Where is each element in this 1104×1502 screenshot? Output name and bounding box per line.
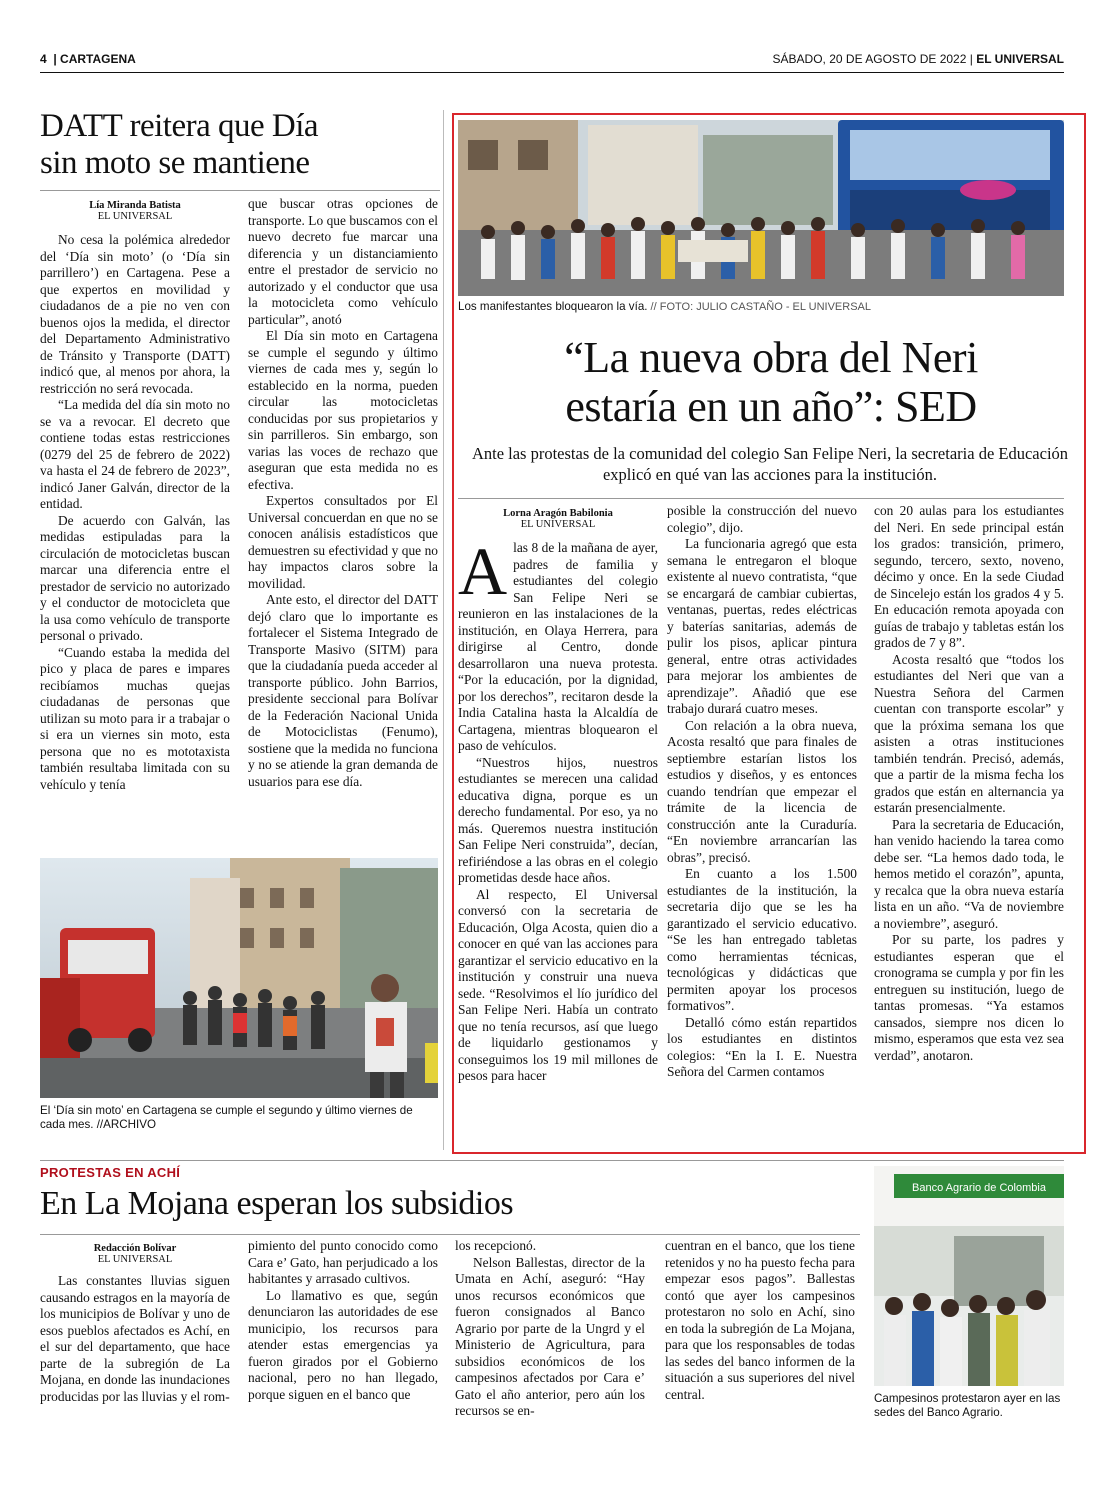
story3-photo: [874, 1166, 1064, 1386]
story2-lead-text: las 8 de la mañana de ayer, padres de familia y estudiantes del colegio San Felipe Neri se reunieron en las instalaciones de la institución, en Olaya Herrera, para dirigirse al Centro, donde desarrollaron una nueva protesta. “Por la educación, por la dignidad, por los derechos”, recitaron desde la India Catalina hasta la Alcaldía de Cartagena, mientras bloquearon el paso de vehículos.: [458, 540, 658, 753]
story2-byline: [458, 508, 658, 530]
story3-column-4: [665, 1238, 855, 1403]
story1-paragraph: “Cuando estaba la medida del pico y placa de pares e impares recibíamos muchas quejas ciudadanas de personas que utilizan su moto para ir a trabajar o si era un viernes sin moto, esta persona que no es mototaxista también resultaba limitada con su vehículo y tenía: [40, 644, 230, 792]
story2-byline-rule: [458, 498, 1064, 499]
story1-paragraph: que buscar otras opciones de transporte. Lo que buscamos con el nuevo decreto fue marcar una diferencia y un distanciamiento entre el prestador de servicio no autorizado y el conductor que usa la motocicleta como vehículo particular”, anotó: [248, 196, 438, 327]
story2-outlet: EL UNIVERSAL: [520, 519, 596, 530]
story3-column-3: [455, 1238, 645, 1420]
story1-caption: El ‘Día sin moto’ en Cartagena se cumple el segundo y último viernes de cada mes. //ARCHIVO: [40, 1104, 413, 1131]
story2-paragraph: La funcionaria agregó que esta semana le entregaron el bloque existente al nuevo contratista, “que se encargará de cambiar cubiertas, ventanas, puertas, redes eléctricas y baterías sanitarias, además de pulir los pisos, aplicar pintura general, entre otras actividades para mejorar los ambientes de aprendizaje”. Añadió que ese trabajo durará cuatro meses.: [667, 536, 857, 716]
story2-deck: Ante las protestas de la comunidad del colegio San Felipe Neri, la secretaria de Educación explicó en qué van las acciones para la institución.: [471, 444, 1069, 484]
story1-paragraph: “La medida del día sin moto no se va a revocar. El decreto que contiene todas estas restricciones (0279 del 25 de febrero de 2022) va hasta el 24 de febrero de 2023”, indicó Janer Galván, director de la entidad.: [40, 397, 230, 511]
story1-paragraph: No cesa la polémica alrededor del ‘Día sin moto’ (o ‘Día sin parrillero’) en Cartagena. Pese a que expertos en movilidad y ciudadanos de a pie no ven con buenos ojos la medida, el director del Departamento Administrativo de Tránsito y Transporte (DATT) indicó que, al menos por ahora, la restricción no será revocada.: [40, 232, 230, 396]
story3-paragraph: Nelson Ballestas, director de la Umata en Achí, aseguró: “Hay unos recursos económicos que fueron consignados al Banco Agrario por parte de la Ungrd y el Ministerio de Agricultura, para subsidios económicos de los campesinos afectados por Cara e’ Gato el año anterior, pero aún los recursos se en-: [455, 1254, 645, 1418]
story3-paragraph: Lo llamativo es que, según denunciaron las autoridades de ese municipio, los recursos para atender estas emergencias ya fueron girados por el Gobierno nacional, pero no han llegado, porque siguen en el banco que: [248, 1287, 438, 1402]
story2-author: Lorna Aragón Babilonia: [503, 508, 613, 519]
story1-paragraph: Ante esto, el director del DATT dejó claro que lo importante es fortalecer el Sistema Integrado de Transporte Masivo (SITM) para que la ciudadanía pueda acceder al transporte público. John Barrios, presidente seccional para Bolívar de la Federación Nacional Unida de Motociclistas (Fenumo), sostiene que la medida no funciona y no se atiende la gran demanda de usuarios para ese día.: [248, 592, 438, 789]
issue-date: SÁBADO, 20 DE AGOSTO DE 2022: [772, 52, 967, 66]
story3-paragraph: Las constantes lluvias siguen causando estragos en la mayoría de los municipios de Bolívar y uno de esos pueblos afectados es Achí, en el sur del departamento, que hace parte de la subregión de La Mojana, en donde las inundaciones producidas por las lluvias y el rom-: [40, 1273, 230, 1404]
story2-dropcap: A: [458, 533, 508, 609]
story1-paragraph: Expertos consultados por El Universal concuerdan en que no se conocen análisis estadísticos que demuestren su efectividad y que no hay impactos claros sobre la movilidad.: [248, 493, 438, 591]
story2-paragraph: “Nuestros hijos, nuestros estudiantes se merecen una calidad educativa digna, porque es un derecho fundamental. Por eso, ya no más. Queremos nuestra institución San Felipe Neri construida”, decían, refiriéndose a las obras en el colegio prometidas desde hace años.: [458, 754, 658, 885]
running-head: 4 | CARTAGENA SÁBADO, 20 DE AGOSTO DE 2022 | EL UNIVERSAL: [40, 52, 1064, 66]
street-crowd-image: [40, 858, 438, 1098]
story2-caption-text: Los manifestantes bloquearon la vía.: [458, 300, 648, 313]
story1-column-2: [248, 196, 438, 790]
masthead-name: EL UNIVERSAL: [976, 52, 1064, 66]
story2-photo: [458, 120, 1064, 296]
header-rule: [40, 72, 1064, 73]
story2-paragraph: Al respecto, El Universal conversó con la secretaria de Educación, Olga Acosta, quien dio a conocer en qué van las acciones para garantizar el servicio educativo en la institución y construir una nueva sede. “Resolvimos el lío jurídico del San Felipe Neri. Había un contrato que no tenía recursos, así que luego de liquidarlo gestionamos y conseguimos los 19 mil millones de pesos para hacer: [458, 886, 658, 1083]
story2-column-3: [874, 503, 1064, 1064]
page-number: 4: [40, 52, 47, 66]
protest-crowd-image: [458, 120, 1064, 296]
story1-headline-line1: DATT reitera que Día: [40, 108, 319, 144]
story2-column-1: [458, 533, 658, 1085]
story2-paragraph: En cuanto a los 1.500 estudiantes de la institución, la secretaria dijo que se les ha garantizado el servicio educativo. “Se les han entregado tabletas como herramientas técnicas, tecnológicas y didácticas que permiten apoyar los procesos formativos”.: [667, 866, 857, 1013]
story3-paragraph: los recepcionó.: [455, 1238, 537, 1253]
story1-photo: [40, 858, 438, 1098]
story3-paragraph: cuentran en el banco, que los tiene retenidos y no ha puesto fecha para empezar esos pagos”. Ballestas contó que ayer los campesinos protestaron no solo en Achí, sino en toda la subregión de La Mojana, para que los responsables de todas las sedes del banco informen de la situación a sus superiores del nivel central.: [665, 1238, 855, 1402]
story2-headline-line2: estaría en un año”: SED: [565, 382, 977, 431]
story2-caption: [458, 300, 1064, 314]
story2-paragraph: Con relación a la obra nueva, Acosta resaltó que para finales de septiembre estarían listos los estudios y diseños, y es entonces cuando tendrían que empezar el trámite de la licencia de construcción ante la Curaduría. “En noviembre arrancarían las obras”, precisó.: [667, 717, 857, 865]
story3-column-2: [248, 1238, 438, 1403]
column-divider: [443, 110, 444, 1150]
story2-paragraph: Detalló cómo están repartidos los estudiantes en distintos colegios: “En la I. E. Nuestra Señora del Carmen contamos: [667, 1014, 857, 1079]
story2-headline-line1: “La nueva obra del Neri: [564, 333, 978, 382]
story3-headline: En La Mojana esperan los subsidios: [40, 1185, 514, 1222]
bank-protest-image: [874, 1166, 1064, 1386]
story1-headline: [40, 108, 440, 182]
story2-photo-credit: // FOTO: JULIO CASTAÑO - EL UNIVERSAL: [647, 301, 872, 313]
story1-author: Lía Miranda Batista: [89, 200, 181, 211]
story2-paragraph: Para la secretaria de Educación, han venido haciendo la tarea como debe ser. “La hemos dado toda, le hemos metido el corazón”, apunta, y recalca que la obra nueva estaría lista en un año. “Va de noviembre a noviembre”, aseguró.: [874, 816, 1064, 931]
story2-paragraph: [458, 533, 658, 755]
story3-byline-rule: [40, 1234, 860, 1235]
story3-paragraph: pimiento del punto conocido como Cara e’ Gato, han perjudicado a los habitantes y arrasado cultivos.: [248, 1238, 438, 1286]
story2-paragraph: posible la construcción del nuevo colegio”, dijo.: [667, 503, 857, 535]
section-name: CARTAGENA: [60, 52, 136, 66]
story1-column-1: [40, 232, 230, 793]
story3-top-rule: [40, 1160, 1064, 1161]
story3-column-1: [40, 1273, 230, 1405]
story1-paragraph: El Día sin moto en Cartagena se cumple el segundo y último viernes de cada mes y, según lo establecido en la norma, pueden circular las motocicletas conducidas por sus propietarios y sin parrilleros. Sin embargo, son varias las voces de rechazo que aseguran que esta medida no es efectiva.: [248, 328, 438, 492]
story1-headline-line2: sin moto se mantiene: [40, 145, 310, 181]
story3-caption: Campesinos protestaron ayer en las sedes del Banco Agrario.: [874, 1392, 1061, 1419]
story3-outlet: EL UNIVERSAL: [97, 1254, 173, 1265]
story3-author: Redacción Bolívar: [93, 1243, 177, 1254]
story2-paragraph: con 20 aulas para los estudiantes del Neri. En sede principal están los grados: transición, primero, segundo, tercero, sexto, noveno, décimo y once. En la sede Ciudad de Sincelejo están los grados 4 y 5. En educación remota apoyada con guías de trabajo y tabletas están los grados de 7 y 8”.: [874, 503, 1064, 650]
story2-column-2: [667, 503, 857, 1081]
story2-paragraph: Por su parte, los padres y estudiantes esperan que el cronograma se cumpla y por fin les entreguen su institución, luego de tantas promesas. “Ya estamos cansados, siempre nos dicen lo mismo, esperamos que esta vez sea verdad”, anotaron.: [874, 932, 1064, 1063]
story2-paragraph: Acosta resaltó que “todos los estudiantes del Neri que van a Nuestra Señora del Carmen cuentan con transporte escolar” y que la próxima semana los que asisten a otras instituciones también tendrán. Precisó, además, que a partir de la misma fecha los grados que están en alternancia ya estarán presencialmente.: [874, 651, 1064, 815]
story3-byline: [40, 1243, 230, 1265]
bank-sign-text: Banco Agrario de Colombia: [912, 1182, 1046, 1194]
story2-headline: [458, 333, 1084, 431]
story3-kicker: PROTESTAS EN ACHÍ: [40, 1165, 181, 1180]
story1-outlet: EL UNIVERSAL: [97, 211, 173, 222]
story1-byline: [40, 200, 230, 222]
story1-paragraph: De acuerdo con Galván, las medidas estipuladas para la circulación de motocicletas buscan marcar una diferencia entre el prestador de servicio no autorizado y el conductor de motocicleta que la usa como vehículo de transporte personal o privado.: [40, 512, 230, 643]
story1-byline-rule: [40, 190, 440, 191]
